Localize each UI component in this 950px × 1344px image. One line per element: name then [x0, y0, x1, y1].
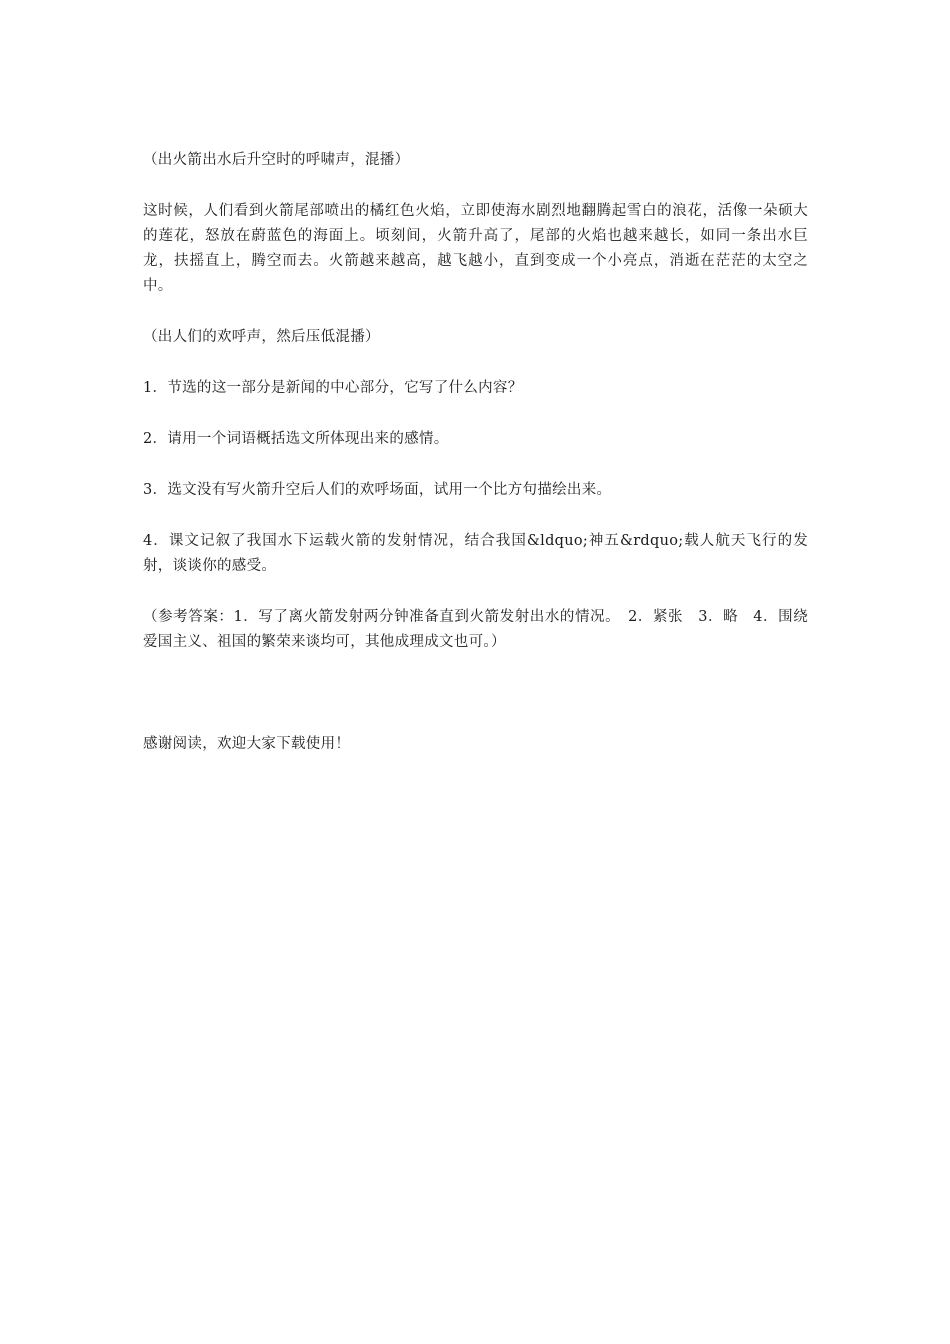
question-3: 3．选文没有写火箭升空后人们的欢呼场面，试用一个比方句描绘出来。	[143, 482, 612, 498]
paragraph-spacer	[143, 299, 808, 325]
reference-answers: （参考答案：1．写了离火箭发射两分钟准备直到火箭发射出水的情况。 2．紧张 3．略 4．围绕爱国主义、祖国的繁荣来谈均可，其他成理成文也可。）	[143, 609, 808, 650]
document-page	[143, 148, 808, 757]
question-1: 1．节选的这一部分是新闻的中心部分，它写了什么内容？	[143, 380, 523, 396]
paragraph-spacer	[143, 579, 808, 605]
narrative-paragraph: 这时候，人们看到火箭尾部喷出的橘红色火焰，立即使海水剧烈地翻腾起雪白的浪花，活像一朵硕大的莲花，怒放在蔚蓝色的海面上。顷刻间，火箭升高了，尾部的火焰也越来越长，如同一条出水巨龙，扶摇直上，腾空而去。火箭越来越高，越飞越小，直到变成一个小亮点，消逝在茫茫的太空之中。	[143, 203, 808, 294]
paragraph-spacer	[143, 350, 808, 376]
sound-cue-launch: （出火箭出水后升空时的呼啸声，混播）	[143, 152, 410, 168]
closing-note: 感谢阅读，欢迎大家下载使用！	[143, 736, 351, 752]
paragraph-spacer	[143, 452, 808, 478]
paragraph-spacer	[143, 401, 808, 427]
question-2: 2．请用一个词语概括选文所体现出来的感情。	[143, 431, 449, 447]
paragraph-spacer	[143, 655, 808, 732]
question-4: 4．课文记叙了我国水下运载火箭的发射情况，结合我国&ldquo;神五&rdquo;载人航天飞行的发射，谈谈你的感受。	[143, 533, 808, 574]
paragraph-spacer	[143, 173, 808, 199]
paragraph-spacer	[143, 503, 808, 529]
sound-cue-cheering: （出人们的欢呼声，然后压低混播）	[143, 329, 380, 345]
